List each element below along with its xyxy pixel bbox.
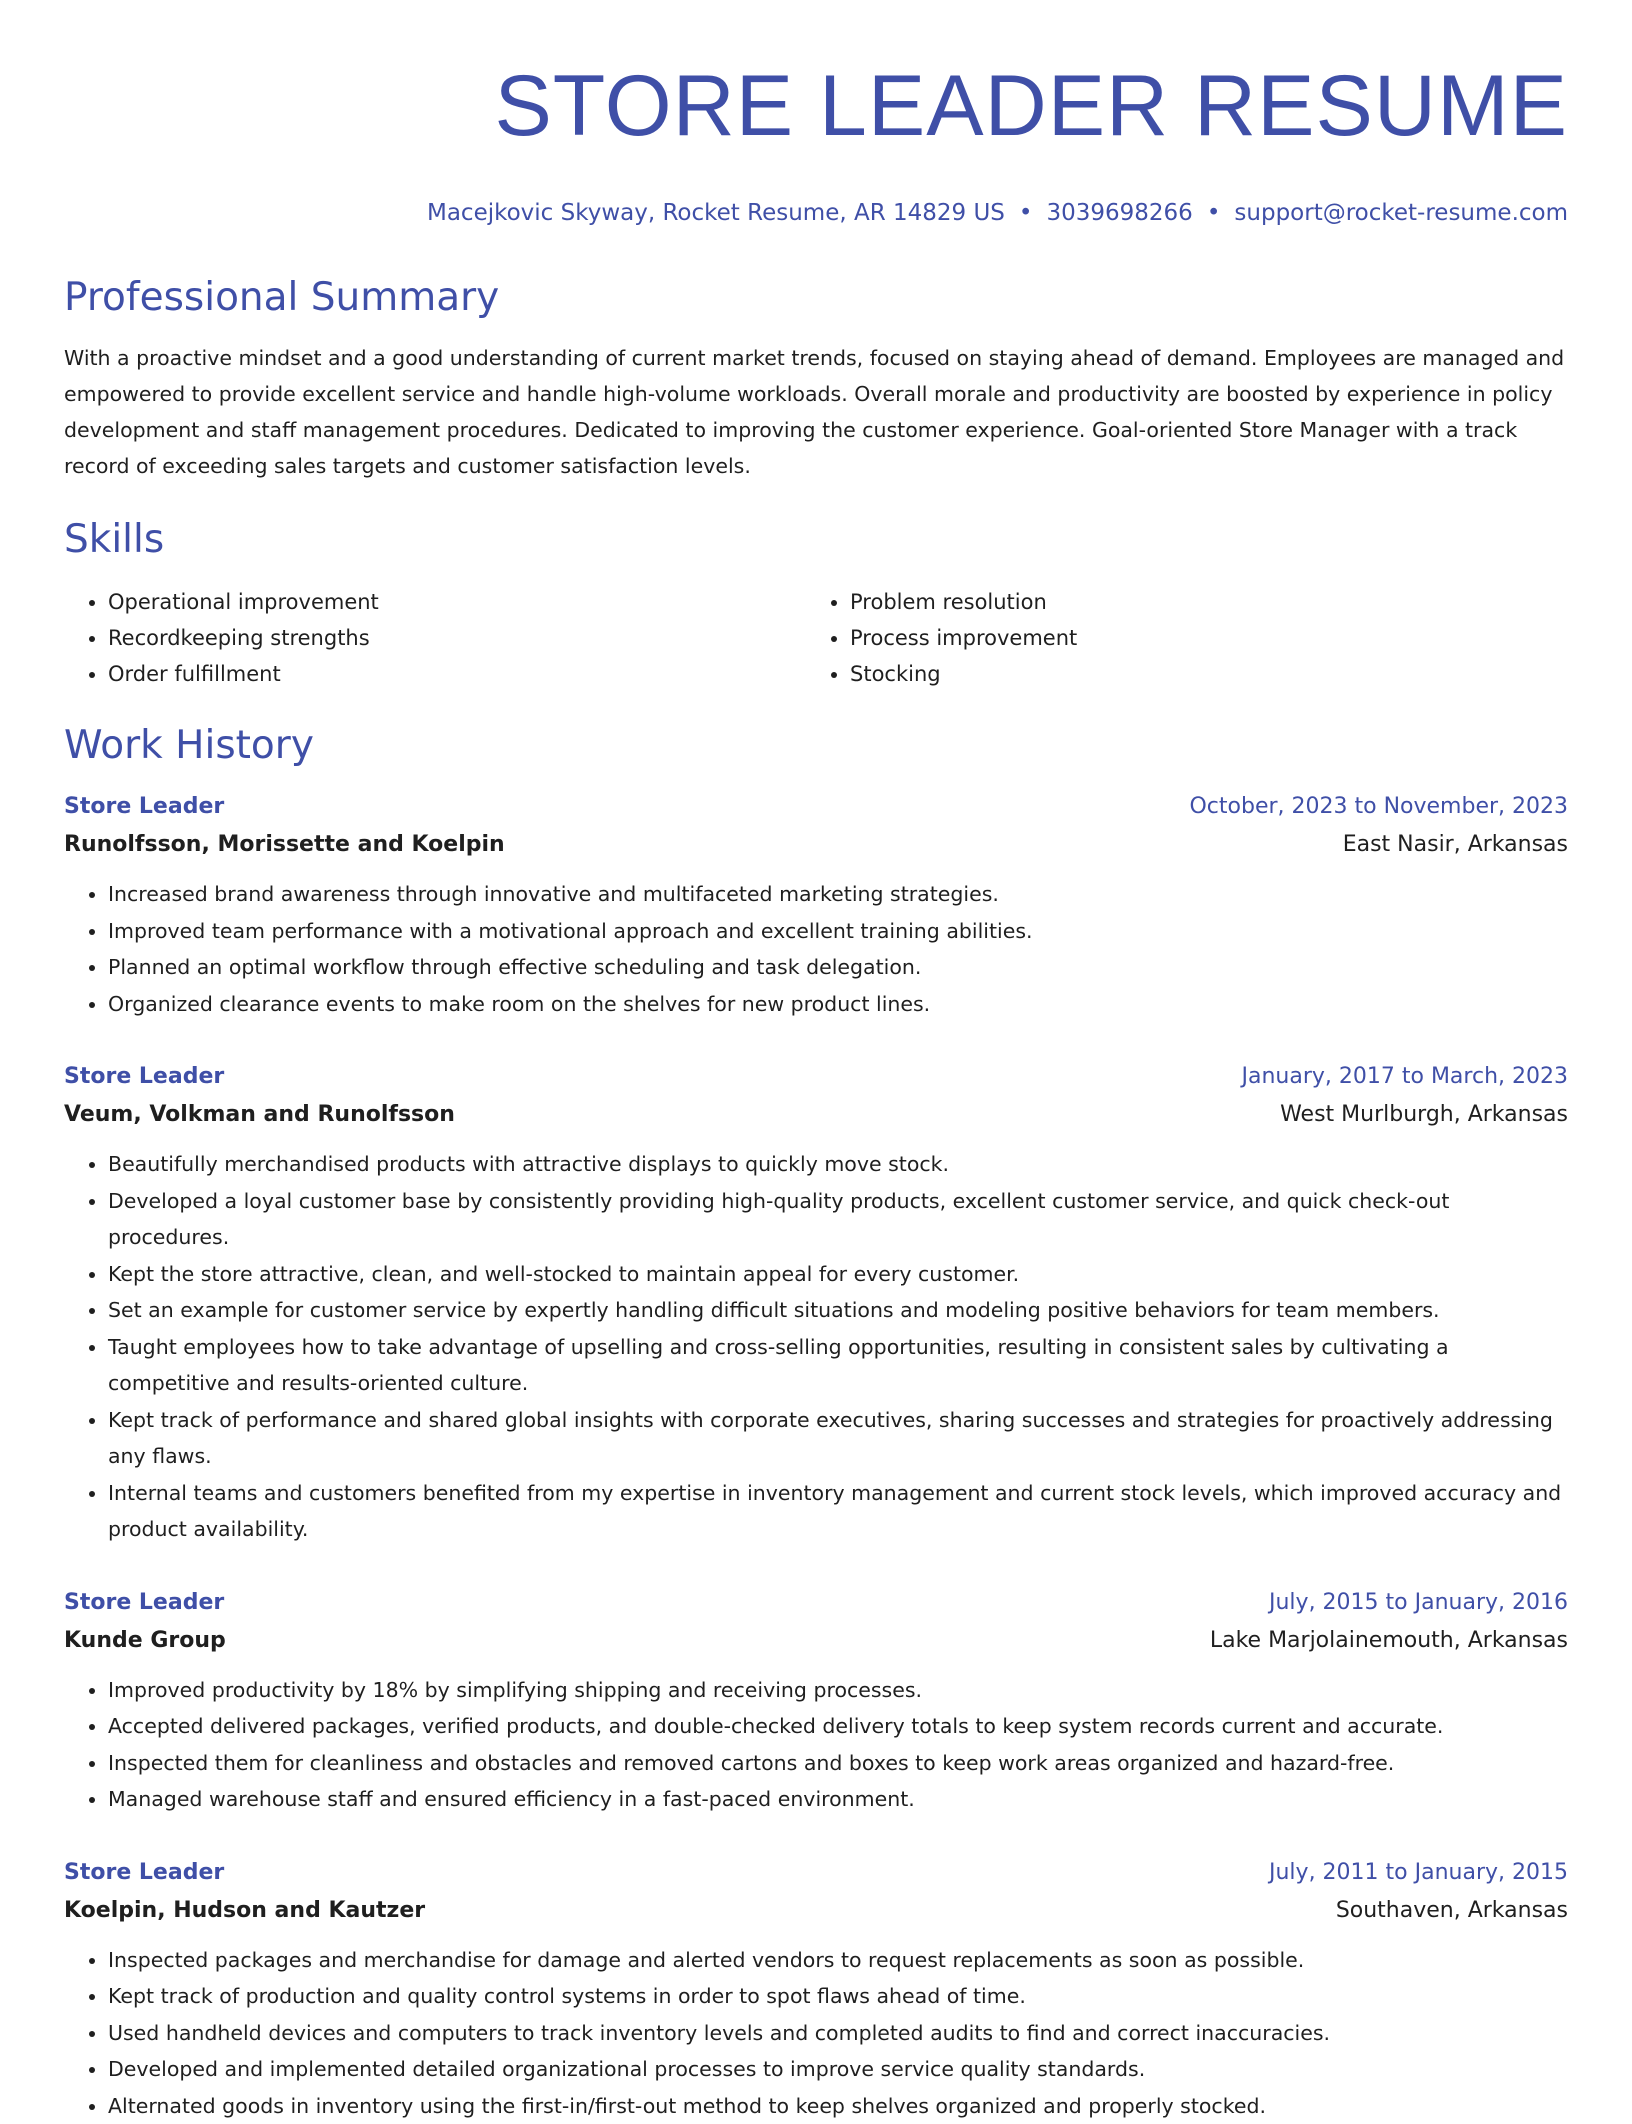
contact-phone: 3039698266: [1046, 200, 1192, 226]
job-bullet: • Developed a loyal customer base by consistently providing high-quality products, excellent customer service, and quick check-out procedures.: [108, 1183, 1568, 1256]
job-bullet: • Taught employees how to take advantage of upselling and cross-selling opportunities, resulting in consistent sales by cultivating a competitive and results-oriented culture.: [108, 1329, 1568, 1402]
job-location: Lake Marjolainemouth, Arkansas: [1210, 1626, 1568, 1656]
job-company-row: [64, 830, 1568, 860]
skill-item: • Operational improvement: [108, 584, 806, 620]
skill-item: • Process improvement: [850, 620, 1548, 656]
job-title-row: [64, 1588, 1568, 1618]
job-company: Kunde Group: [64, 1626, 226, 1656]
job-bullets: [64, 1672, 1568, 1818]
job-company-row: [64, 1896, 1568, 1926]
job-bullet: • Developed and implemented detailed organizational processes to improve service quality standards.: [108, 2051, 1568, 2088]
job-title: Store Leader: [64, 1858, 224, 1888]
job-title: Store Leader: [64, 1062, 224, 1092]
section-title-skills: Skills: [64, 516, 1568, 564]
job-bullet: • Inspected them for cleanliness and obstacles and removed cartons and boxes to keep work areas organized and hazard-free.: [108, 1745, 1568, 1782]
contact-separator: •: [1207, 198, 1221, 228]
job-bullet: • Set an example for customer service by expertly handling difficult situations and modeling positive behaviors for team members.: [108, 1292, 1568, 1329]
section-title-summary: Professional Summary: [64, 274, 1568, 322]
job-bullet: • Organized clearance events to make room on the shelves for new product lines.: [108, 986, 1568, 1023]
summary-text: With a proactive mindset and a good understanding of current market trends, focused on staying ahead of demand. Employees are managed and empowered to provide excellent service and handle high-volume workloads. Overall morale and productivity are boosted by experience in policy development and staff management procedures. Dedicated to improving the customer experience. Goal-oriented Store Manager with a track record of exceeding sales targets and customer satisfaction levels.: [64, 340, 1568, 484]
job-dates: January, 2017 to March, 2023: [1242, 1062, 1569, 1092]
job-dates: October, 2023 to November, 2023: [1189, 792, 1568, 822]
job-title-row: [64, 1062, 1568, 1092]
job-company-row: [64, 1626, 1568, 1656]
job-dates: July, 2011 to January, 2015: [1269, 1858, 1568, 1888]
job-bullet: • Kept the store attractive, clean, and well-stocked to maintain appeal for every customer.: [108, 1256, 1568, 1293]
job-bullets: [64, 876, 1568, 1022]
job-entry: [64, 1062, 1568, 1548]
resume-page: [64, 0, 1568, 2124]
job-bullet: • Internal teams and customers benefited from my expertise in inventory management and current stock levels, which improved accuracy and product availability.: [108, 1475, 1568, 1548]
skill-item: • Order fulfillment: [108, 656, 806, 692]
contact-email[interactable]: support@rocket-resume.com: [1234, 200, 1568, 226]
job-entry: [64, 1588, 1568, 1818]
job-location: Southaven, Arkansas: [1336, 1896, 1568, 1926]
skill-item: • Recordkeeping strengths: [108, 620, 806, 656]
skills-column-left: [64, 584, 806, 692]
job-bullet: • Accepted delivered packages, verified products, and double-checked delivery totals to keep system records current and accurate.: [108, 1708, 1568, 1745]
section-title-work-history: Work History: [64, 722, 1568, 770]
job-title: Store Leader: [64, 792, 224, 822]
job-bullets: [64, 1146, 1568, 1548]
skills-list: [64, 584, 1568, 692]
skill-item: • Problem resolution: [850, 584, 1548, 620]
job-title: Store Leader: [64, 1588, 224, 1618]
job-bullet: • Used handheld devices and computers to track inventory levels and completed audits to find and correct inaccuracies.: [108, 2015, 1568, 2052]
job-dates: July, 2015 to January, 2016: [1269, 1588, 1568, 1618]
contact-separator: •: [1019, 198, 1033, 228]
job-bullet: • Inspected packages and merchandise for damage and alerted vendors to request replacements as soon as possible.: [108, 1942, 1568, 1979]
job-bullet: • Kept track of performance and shared global insights with corporate executives, sharing successes and strategies for proactively addressing any flaws.: [108, 1402, 1568, 1475]
job-company: Runolfsson, Morissette and Koelpin: [64, 830, 505, 860]
contact-address: Macejkovic Skyway, Rocket Resume, AR 14829 US: [427, 200, 1005, 226]
job-company: Veum, Volkman and Runolfsson: [64, 1100, 455, 1130]
job-bullets: [64, 1942, 1568, 2124]
contact-line: [64, 198, 1568, 228]
job-bullet: • Kept track of production and quality control systems in order to spot flaws ahead of time.: [108, 1978, 1568, 2015]
job-bullet: • Managed warehouse staff and ensured efficiency in a fast-paced environment.: [108, 1781, 1568, 1818]
job-bullet: • Increased brand awareness through innovative and multifaceted marketing strategies.: [108, 876, 1568, 913]
resume-title: STORE LEADER RESUME: [64, 56, 1568, 156]
job-bullet: • Alternated goods in inventory using the first-in/first-out method to keep shelves organized and properly stocked.: [108, 2088, 1568, 2124]
job-bullet: • Planned an optimal workflow through effective scheduling and task delegation.: [108, 949, 1568, 986]
job-location: East Nasir, Arkansas: [1343, 830, 1568, 860]
job-entry: [64, 792, 1568, 1022]
job-entry: [64, 1858, 1568, 2124]
job-bullet: • Beautifully merchandised products with attractive displays to quickly move stock.: [108, 1146, 1568, 1183]
job-title-row: [64, 792, 1568, 822]
job-company-row: [64, 1100, 1568, 1130]
job-location: West Murlburgh, Arkansas: [1280, 1100, 1568, 1130]
job-company: Koelpin, Hudson and Kautzer: [64, 1896, 425, 1926]
job-bullet: • Improved productivity by 18% by simplifying shipping and receiving processes.: [108, 1672, 1568, 1709]
skills-column-right: [806, 584, 1548, 692]
job-bullet: • Improved team performance with a motivational approach and excellent training abilities.: [108, 913, 1568, 950]
skill-item: • Stocking: [850, 656, 1548, 692]
job-title-row: [64, 1858, 1568, 1888]
